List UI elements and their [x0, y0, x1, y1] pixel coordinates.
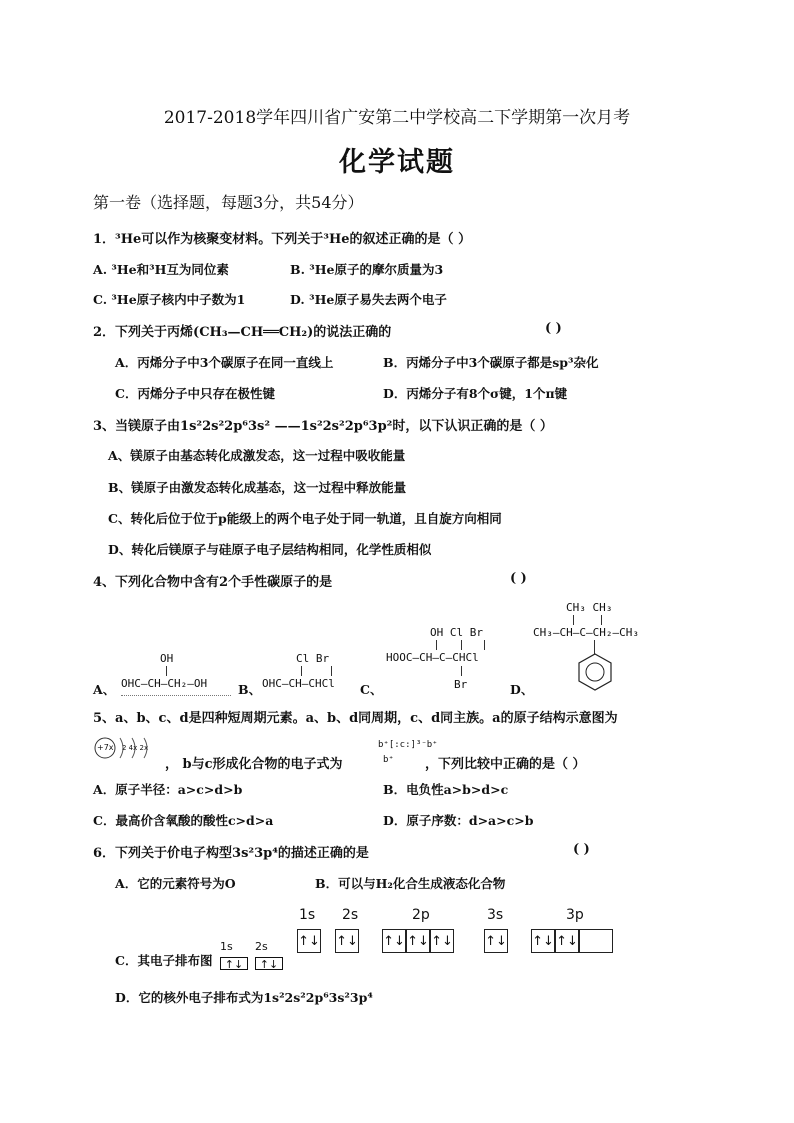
small-label-1s: 1s	[220, 940, 233, 953]
orbital-box-3p-3	[579, 929, 613, 953]
small-orbital-box-2s: ↑↓	[255, 957, 283, 970]
q4-c-bond-2	[461, 640, 462, 650]
q4-d-bond-1	[573, 615, 574, 625]
q4-a-bond	[166, 666, 167, 676]
small-label-2s: 2s	[255, 940, 268, 953]
orbital-box-3p-1: ↑↓	[531, 929, 555, 953]
q4-c-bond-4	[461, 666, 462, 676]
q4-b-bond-2	[331, 666, 332, 676]
exam-title: 2017-2018学年四川省广安第二中学校高二下学期第一次月考	[163, 108, 631, 128]
q6-answer-paren: ( )	[573, 842, 590, 857]
q4-c-structure: HOOC—CH—C—CHCl	[386, 651, 479, 664]
q5-stem: 5、a、b、c、d是四种短周期元素。a、b、d同周期，c、d同主族。a的原子结构示意图为	[93, 711, 618, 726]
q5-option-d: D．原子序数：d>a>c>b	[383, 813, 534, 828]
q6-stem: 6．下列关于价电子构型3s²3p⁴的描述正确的是	[93, 846, 369, 861]
section-heading: 第一卷（选择题，每题3分，共54分）	[93, 193, 364, 212]
orbital-box-2s: ↑↓	[335, 929, 359, 953]
shell-labels: 2 4x 2x	[122, 744, 149, 752]
subject-title: 化学试题	[339, 147, 455, 178]
electron-formula: b⁺[:c:]³⁻b⁺	[378, 740, 438, 750]
q4-option-c-label: C、	[360, 682, 383, 697]
q4-option-b-label: B、	[238, 682, 262, 697]
q4-c-bond-1	[436, 640, 437, 650]
q5-stem-mid: ， b与c形成化合物的电子式为	[165, 757, 343, 772]
q4-c-structure-bottom: Br	[454, 678, 468, 691]
electron-formula-bottom: b⁺	[383, 755, 394, 765]
q6-option-a: A．它的元素符号为O	[115, 876, 236, 891]
q1-option-c: C. ³He原子核内中子数为1	[93, 292, 246, 307]
benzene-ring	[577, 652, 613, 692]
q1-stem: 1．³He可以作为核聚变材料。下列关于³He的叙述正确的是（ ）	[93, 232, 472, 247]
orbital-label-1s: 1s	[299, 907, 316, 923]
q5-stem-tail: ，下列比较中正确的是（ ）	[425, 757, 586, 772]
q6-option-d: D．它的核外电子排布式为1s²2s²2p⁶3s²3p⁴	[115, 990, 373, 1005]
q4-b-structure-top: Cl Br	[296, 652, 330, 665]
q6-option-c: C．其电子排布图	[115, 953, 213, 968]
q2-option-b: B．丙烯分子中3个碳原子都是sp³杂化	[383, 355, 599, 370]
q4-b-bond-1	[301, 666, 302, 676]
q4-option-a-label: A、	[93, 682, 116, 697]
q1-option-d: D. ³He原子易失去两个电子	[290, 292, 447, 307]
q6-option-b: B．可以与H₂化合生成液态化合物	[315, 876, 506, 891]
orbital-label-3p: 3p	[566, 907, 584, 923]
q4-b-structure: OHC—CH—CHCl	[262, 677, 335, 690]
orbital-box-2p-2: ↑↓	[406, 929, 430, 953]
q4-answer-paren: ( )	[510, 571, 527, 586]
orbital-label-2s: 2s	[342, 907, 359, 923]
q2-option-d: D．丙烯分子有8个σ键，1个π键	[383, 386, 568, 401]
small-orbital-box-1s: ↑↓	[220, 957, 248, 970]
orbital-label-3s: 3s	[487, 907, 504, 923]
q4-d-bond-2	[601, 615, 602, 625]
q2-answer-paren: ( )	[545, 321, 562, 336]
q2-option-a: A．丙烯分子中3个碳原子在同一直线上	[115, 355, 334, 370]
q3-stem: 3、当镁原子由1s²2s²2p⁶3s² ——1s²2s²2p⁶3p²时，以下认识正确的是（ ）	[93, 419, 553, 434]
orbital-label-2p: 2p	[412, 907, 430, 923]
q3-option-d: D、转化后镁原子与硅原子电子层结构相同，化学性质相似	[108, 542, 432, 557]
q1-option-a: A. ³He和³H互为同位素	[93, 262, 229, 277]
q4-option-d-label: D、	[510, 682, 534, 697]
q5-option-b: B．电负性a>b>d>c	[383, 782, 509, 797]
orbital-box-1s: ↑↓	[297, 929, 321, 953]
q2-option-c: C．丙烯分子中只存在极性键	[115, 386, 275, 401]
q4-d-structure-top: CH₃ CH₃	[566, 601, 613, 614]
orbital-box-3s: ↑↓	[484, 929, 508, 953]
orbital-box-3p-2: ↑↓	[555, 929, 579, 953]
q3-option-a: A、镁原子由基态转化成激发态，这一过程中吸收能量	[108, 448, 406, 463]
q3-option-b: B、镁原子由激发态转化成基态，这一过程中释放能量	[108, 480, 407, 495]
q3-option-c: C、转化后位于位于p能级上的两个电子处于同一轨道，且自旋方向相同	[108, 511, 502, 526]
orbital-box-2p-1: ↑↓	[382, 929, 406, 953]
q4-a-structure-top: OH	[160, 652, 174, 665]
q4-c-structure-top: OH Cl Br	[430, 626, 483, 639]
q4-c-bond-3	[484, 640, 485, 650]
q4-d-structure: CH₃—CH—C—CH₂—CH₃	[533, 626, 639, 639]
q2-stem: 2．下列关于丙烯(CH₃—CH══CH₂)的说法正确的	[93, 325, 392, 340]
q5-option-a: A．原子半径：a>c>d>b	[93, 782, 243, 797]
q4-a-structure: OHC—CH—CH₂—OH	[121, 677, 208, 690]
q5-option-c: C．最高价含氧酸的酸性c>d>a	[93, 813, 274, 828]
nucleus-label: +7x	[97, 743, 114, 752]
q4-a-underline	[121, 692, 231, 696]
q1-option-b: B. ³He原子的摩尔质量为3	[290, 262, 444, 277]
orbital-box-2p-3: ↑↓	[430, 929, 454, 953]
q4-stem: 4、下列化合物中含有2个手性碳原子的是	[93, 575, 333, 590]
